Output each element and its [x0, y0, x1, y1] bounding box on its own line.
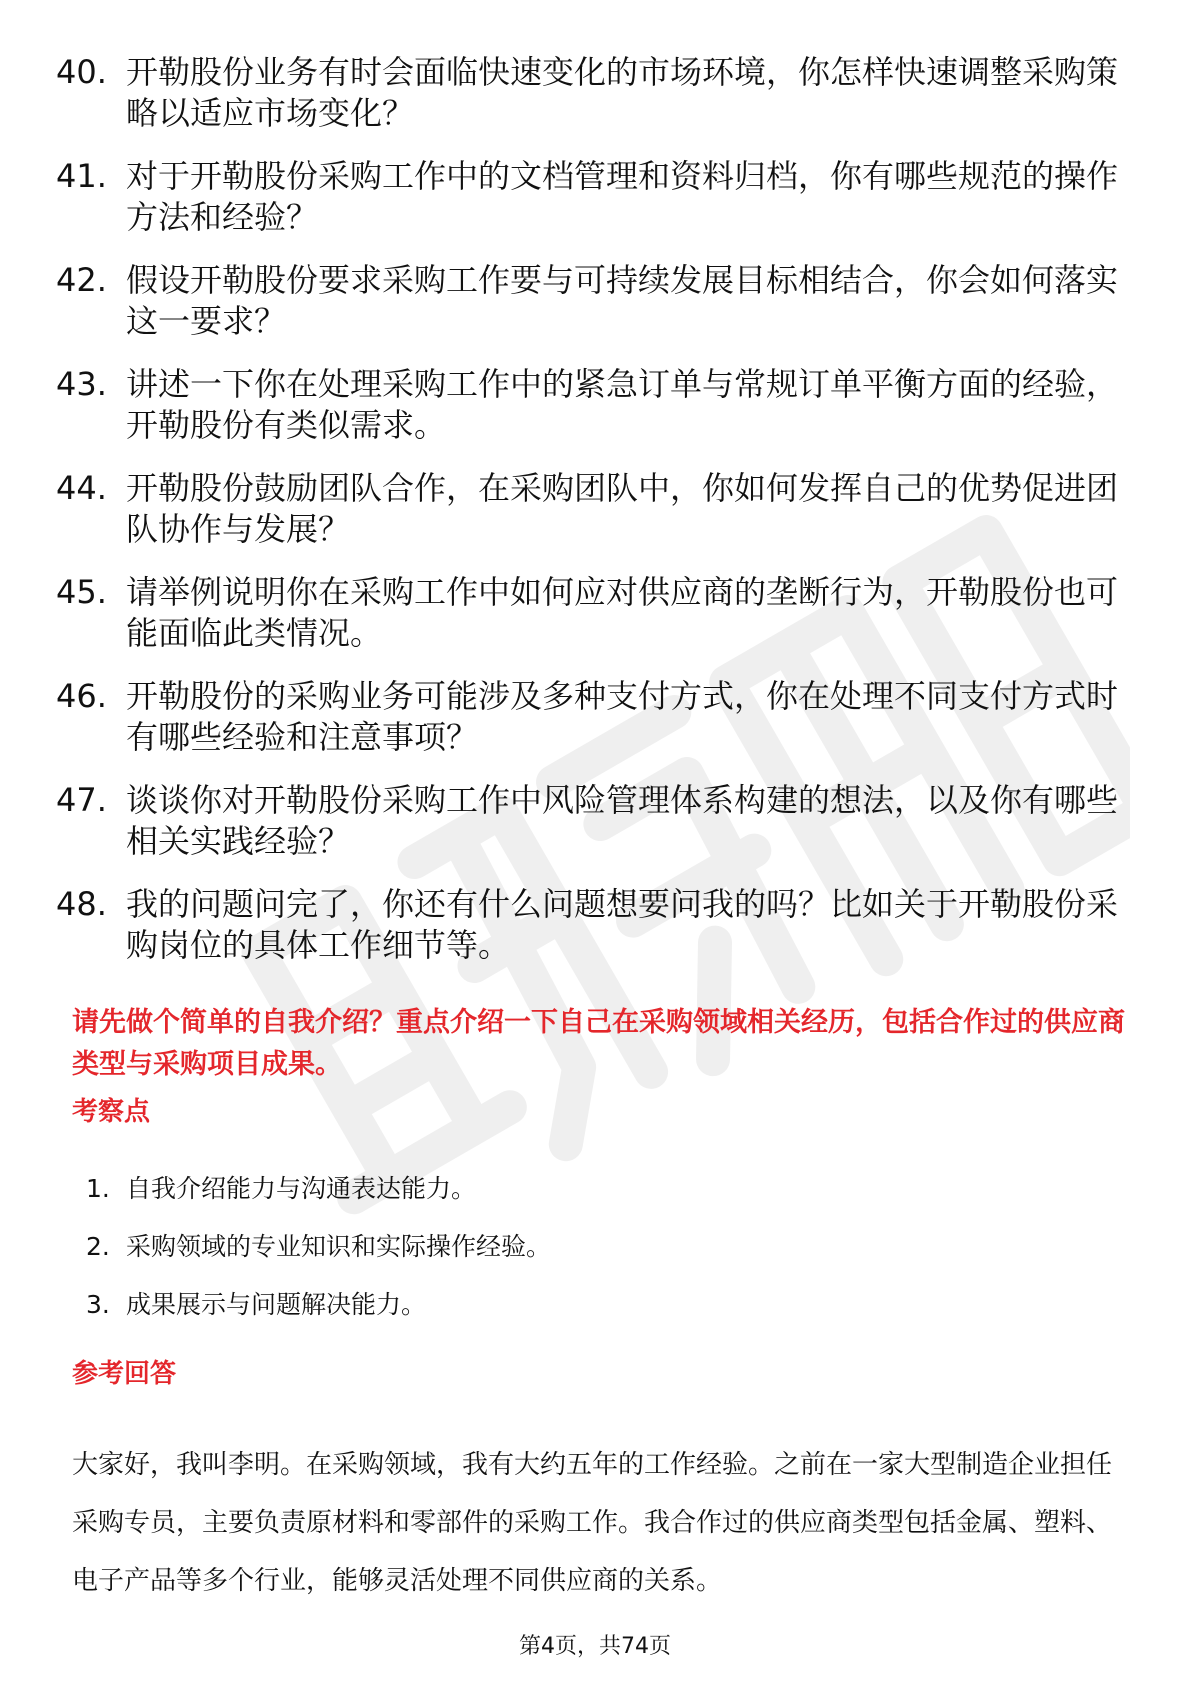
list-item [56, 676, 1136, 758]
item-number: 43. [56, 365, 107, 403]
focus-point-list [86, 1172, 1126, 1346]
answer-paragraph: 大家好，我叫李明。在采购领域，我有大约五年的工作经验。之前在一家大型制造企业担任采购专员，主要负责原材料和零部件的采购工作。我合作过的供应商类型包括金属、塑料、电子产品等多个行业，能够灵活处理不同供应商的关系。 [72, 1450, 1113, 1596]
item-number: 47. [56, 781, 107, 819]
item-number: 48. [56, 885, 107, 923]
item-number: 42. [56, 261, 107, 299]
item-text: 开勒股份鼓励团队合作，在采购团队中，你如何发挥自己的优势促进团队协作与发展？ [126, 469, 1119, 548]
highlight-question: 请先做个简单的自我介绍？重点介绍一下自己在采购领域相关经历，包括合作过的供应商类型与采购项目成果。 [72, 1007, 1125, 1080]
item-text: 假设开勒股份要求采购工作要与可持续发展目标相结合，你会如何落实这一要求？ [126, 261, 1119, 340]
item-number: 41. [56, 157, 107, 195]
list-item [86, 1288, 1126, 1322]
item-number: 1. [86, 1174, 110, 1203]
item-number: 3. [86, 1290, 110, 1319]
page-footer: 第4页，共74页 [519, 1634, 671, 1659]
item-text: 开勒股份的采购业务可能涉及多种支付方式，你在处理不同支付方式时有哪些经验和注意事项？ [126, 677, 1119, 756]
item-text: 我的问题问完了，你还有什么问题想要问我的吗？比如关于开勒股份采购岗位的具体工作细节等。 [126, 885, 1119, 964]
item-text: 成果展示与问题解决能力。 [126, 1290, 427, 1319]
list-item [56, 572, 1136, 654]
list-item [86, 1172, 1126, 1206]
list-item [56, 52, 1136, 134]
list-item [56, 884, 1136, 966]
item-text: 自我介绍能力与沟通表达能力。 [126, 1174, 477, 1203]
item-text: 对于开勒股份采购工作中的文档管理和资料归档，你有哪些规范的操作方法和经验？ [126, 157, 1119, 236]
item-number: 40. [56, 53, 107, 91]
item-text: 讲述一下你在处理采购工作中的紧急订单与常规订单平衡方面的经验，开勒股份有类似需求。 [126, 365, 1119, 444]
list-item [56, 156, 1136, 238]
item-text: 开勒股份业务有时会面临快速变化的市场环境，你怎样快速调整采购策略以适应市场变化？ [126, 53, 1119, 132]
item-number: 2. [86, 1232, 110, 1261]
list-item [56, 260, 1136, 342]
list-item [56, 364, 1136, 446]
item-text: 谈谈你对开勒股份采购工作中风险管理体系构建的想法，以及你有哪些相关实践经验？ [126, 781, 1119, 860]
item-number: 45. [56, 573, 107, 611]
item-text: 采购领域的专业知识和实际操作经验。 [126, 1232, 552, 1261]
list-item [56, 468, 1136, 550]
question-list [56, 52, 1136, 988]
list-item [86, 1230, 1126, 1264]
answer-heading: 参考回答 [72, 1359, 177, 1389]
item-number: 46. [56, 677, 107, 715]
list-item [56, 780, 1136, 862]
item-text: 请举例说明你在采购工作中如何应对供应商的垄断行为，开勒股份也可能面临此类情况。 [126, 573, 1119, 652]
focus-heading: 考察点 [72, 1097, 151, 1127]
item-number: 44. [56, 469, 107, 507]
